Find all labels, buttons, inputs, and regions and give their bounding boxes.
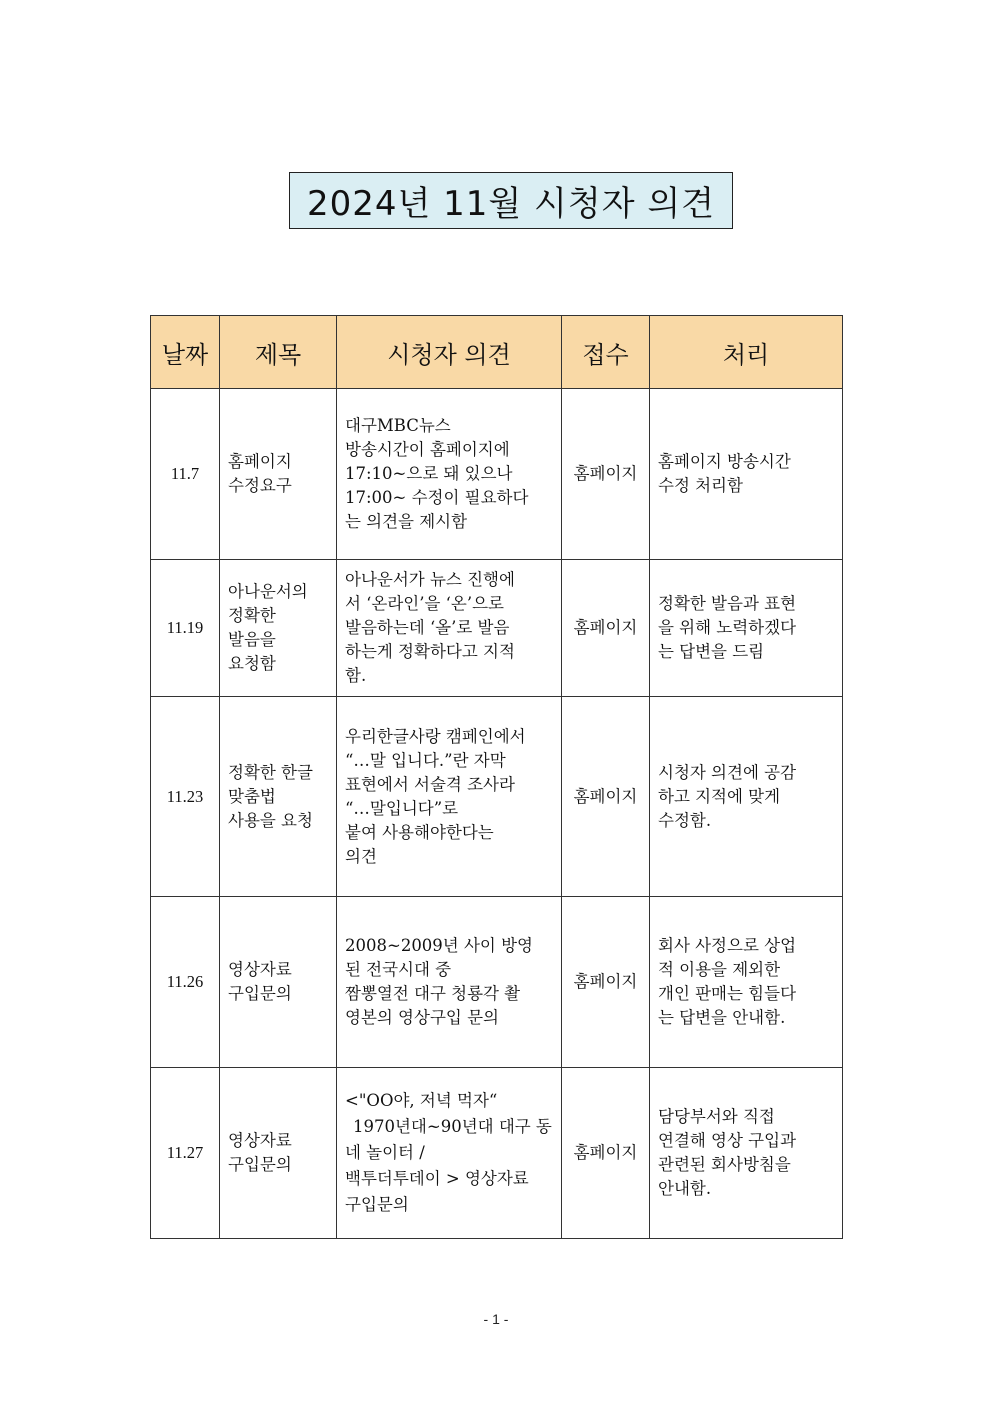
handling-cell: 시청자 의견에 공감 하고 지적에 맞게 수정함.	[650, 697, 843, 897]
handling-cell: 회사 사정으로 상업 적 이용을 제외한 개인 판매는 힘들다 는 답변을 안내함.	[650, 897, 843, 1068]
table-row	[151, 697, 843, 897]
table-row	[151, 1068, 843, 1239]
page-number: - 1 -	[483, 1311, 509, 1327]
received-cell: 홈페이지	[562, 897, 650, 1068]
table-row	[151, 897, 843, 1068]
subject-cell: 영상자료 구입문의	[220, 897, 337, 1068]
subject-cell: 영상자료 구입문의	[220, 1068, 337, 1239]
date-cell: 11.27	[151, 1068, 220, 1239]
header-handling: 처리	[650, 316, 843, 389]
handling-cell: 홈페이지 방송시간 수정 처리함	[650, 389, 843, 560]
subject-cell: 아나운서의 정확한 발음을 요청함	[220, 560, 337, 697]
received-cell: 홈페이지	[562, 1068, 650, 1239]
subject-cell: 홈페이지 수정요구	[220, 389, 337, 560]
subject-cell: 정확한 한글 맞춤법 사용을 요청	[220, 697, 337, 897]
date-cell: 11.26	[151, 897, 220, 1068]
handling-cell: 정확한 발음과 표현 을 위해 노력하겠다 는 답변을 드림	[650, 560, 843, 697]
received-cell: 홈페이지	[562, 697, 650, 897]
header-subject: 제목	[220, 316, 337, 389]
table-row	[151, 389, 843, 560]
received-cell: 홈페이지	[562, 560, 650, 697]
received-cell: 홈페이지	[562, 389, 650, 560]
date-cell: 11.19	[151, 560, 220, 697]
viewer-opinions-table	[150, 315, 843, 1239]
table-row	[151, 560, 843, 697]
handling-cell: 담당부서와 직접 연결해 영상 구입과 관련된 회사방침을 안내함.	[650, 1068, 843, 1239]
header-opinion: 시청자 의견	[337, 316, 562, 389]
date-cell: 11.7	[151, 389, 220, 560]
header-received: 접수	[562, 316, 650, 389]
opinion-cell: 우리한글사랑 캠페인에서 “…말 입니다.”란 자막 표현에서 서술격 조사라 “…말입니다”로 붙여 사용해야한다는 의견	[337, 697, 562, 897]
date-cell: 11.23	[151, 697, 220, 897]
document-title: 2024년 11월 시청자 의견	[289, 172, 733, 229]
opinion-cell: 대구MBC뉴스 방송시간이 홈페이지에 17:10~으로 돼 있으나 17:00~ 수정이 필요하다 는 의견을 제시함	[337, 389, 562, 560]
opinion-cell: 2008~2009년 사이 방영 된 전국시대 중 짬뽕열전 대구 청룡각 촬 영본의 영상구입 문의	[337, 897, 562, 1068]
table-header-row	[151, 316, 843, 389]
opinion-cell: 아나운서가 뉴스 진행에 서 ‘온라인’을 ‘온’으로 발음하는데 ‘올’로 발음 하는게 정확하다고 지적 함.	[337, 560, 562, 697]
opinion-cell: <"OO야, 저녁 먹자“ 1970년대~90년대 대구 동 네 놀이터 / 백투더투데이 > 영상자료 구입문의	[337, 1068, 562, 1239]
header-date: 날짜	[151, 316, 220, 389]
